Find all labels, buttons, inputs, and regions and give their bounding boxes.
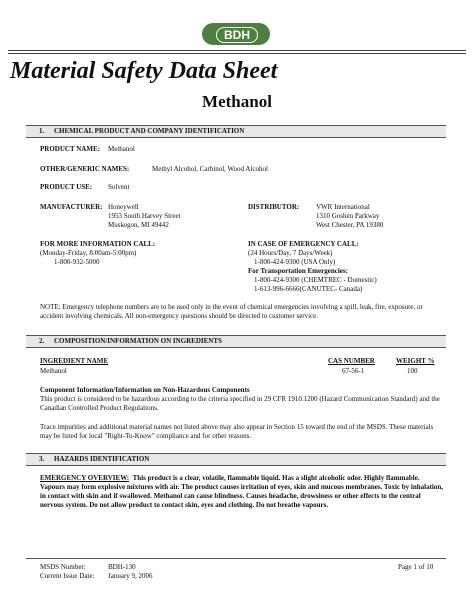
section-3-header (26, 453, 446, 466)
overview-label: EMERGENCY OVERVIEW: (40, 474, 130, 482)
emergency-label: IN CASE OF EMERGENCY CALL: (248, 240, 359, 248)
transport-phone: 1-800-424-9300 (CHEMTREC - Domestic) (254, 276, 377, 284)
generic-names-value: Methyl Alcohol, Carbinol, Wood Alcohol (152, 165, 268, 173)
product-title: Methanol (202, 92, 272, 111)
transport-phone: 1-613-996-6666(CANUTEC- Canada) (254, 285, 363, 293)
header-rule-2 (8, 53, 466, 54)
ingredient-cas: 67-56-1 (342, 367, 365, 375)
emergency-note: NOTE: Emergency telephone numbers are to be used only in the event of chemical emergencies involving a spill, leak, fire, exposure, or accident involving chemicals. All non-emergency questions should be directed to customer service. (40, 303, 423, 320)
section-1-title: CHEMICAL PRODUCT AND COMPANY IDENTIFICATION (54, 127, 245, 135)
emergency-overview (40, 474, 444, 510)
manufacturer-line: 1953 South Harvey Street (108, 212, 181, 220)
section-2-title: COMPOSITION/INFORMATION ON INGREDIENTS (54, 337, 222, 345)
document-title: Material Safety Data Sheet (10, 58, 278, 84)
distributor-line: VWR International (316, 203, 370, 211)
col-weight-header: WEIGHT % (396, 357, 435, 365)
section-2-number: 2. (39, 337, 45, 345)
overview-text: This product is a clear, volatile, flammable liquid. Has a slight alcoholic odor. Highly flammable. Vapours may form explosive mixtures with air. The product causes irritation of eyes, skin and mucous membranes. Toxic by inhalation, in contact with skin and if swallowed. Methanol can cause blindness. Causes headache, drowsiness or other effects to the central nervous system. Do not allow product to contact skin, eyes and clothing. Do not breathe vapours. (40, 474, 443, 509)
distributor-line: 1310 Goshen Parkway (316, 212, 380, 220)
col-ingredient-header: INGREDIENT NAME (40, 357, 109, 365)
product-use-value: Solvent (108, 183, 130, 191)
section-3-title: HAZARDS IDENTIFICATION (54, 455, 150, 463)
more-info-phone: 1-800-932-5000 (54, 258, 100, 266)
product-name-value: Methanol (108, 145, 135, 153)
msds-number-value: BDH-130 (108, 563, 136, 571)
more-info-hours: (Monday-Friday, 8:00am-5:00pm) (40, 249, 137, 257)
more-info-label: FOR MORE INFORMATION CALL: (40, 240, 156, 248)
distributor-line: West Chester, PA 19380 (316, 221, 384, 229)
section-1-header (26, 125, 446, 138)
footer-rule (26, 558, 446, 559)
section-1-number: 1. (39, 127, 45, 135)
col-cas-header: CAS NUMBER (328, 357, 375, 365)
transport-label: For Transportation Emergencies: (248, 267, 348, 275)
manufacturer-line: Honeywell (108, 203, 139, 211)
emergency-phone: 1-800-424-9300 (USA Only) (254, 258, 336, 266)
product-name-label: PRODUCT NAME: (40, 145, 100, 153)
generic-names-label: OTHER/GENERIC NAMES: (40, 165, 130, 173)
bdh-logo-text: BDH (216, 27, 258, 43)
issue-date-label: Current Issue Date: (40, 572, 95, 580)
manufacturer-label: MANUFACTURER: (40, 203, 103, 211)
product-use-label: PRODUCT USE: (40, 183, 93, 191)
section-2-header (26, 335, 446, 348)
emergency-hours: (24 Hours/Day, 7 Days/Week) (248, 249, 333, 257)
trace-text: Trace impurities and additional material names not listed above may also appear in Section 15 toward the end of the MSDS. These materials may be listed for local "Right-To-Know" compliance and for other reasons. (40, 423, 434, 440)
msds-number-label: MSDS Number: (40, 563, 86, 571)
issue-date-value: January 9, 2006 (108, 572, 153, 580)
component-text: This product is considered to be hazardous according to the criteria specified in 29 CFR 1910.1200 (Hazard Communication Standard) and the Canadian Controlled Product Regulations. (40, 395, 440, 412)
section-3-number: 3. (39, 455, 45, 463)
component-heading: Component Information/Information on Non-Hazardous Components (40, 386, 250, 394)
ingredient-name: Methanol (40, 367, 67, 375)
manufacturer-line: Muskegon, MI 49442 (108, 221, 169, 229)
page-number: Page 1 of 10 (398, 563, 434, 571)
header-rule (8, 50, 466, 51)
ingredient-weight: 100 (407, 367, 418, 375)
distributor-label: DISTRIBUTOR: (248, 203, 300, 211)
